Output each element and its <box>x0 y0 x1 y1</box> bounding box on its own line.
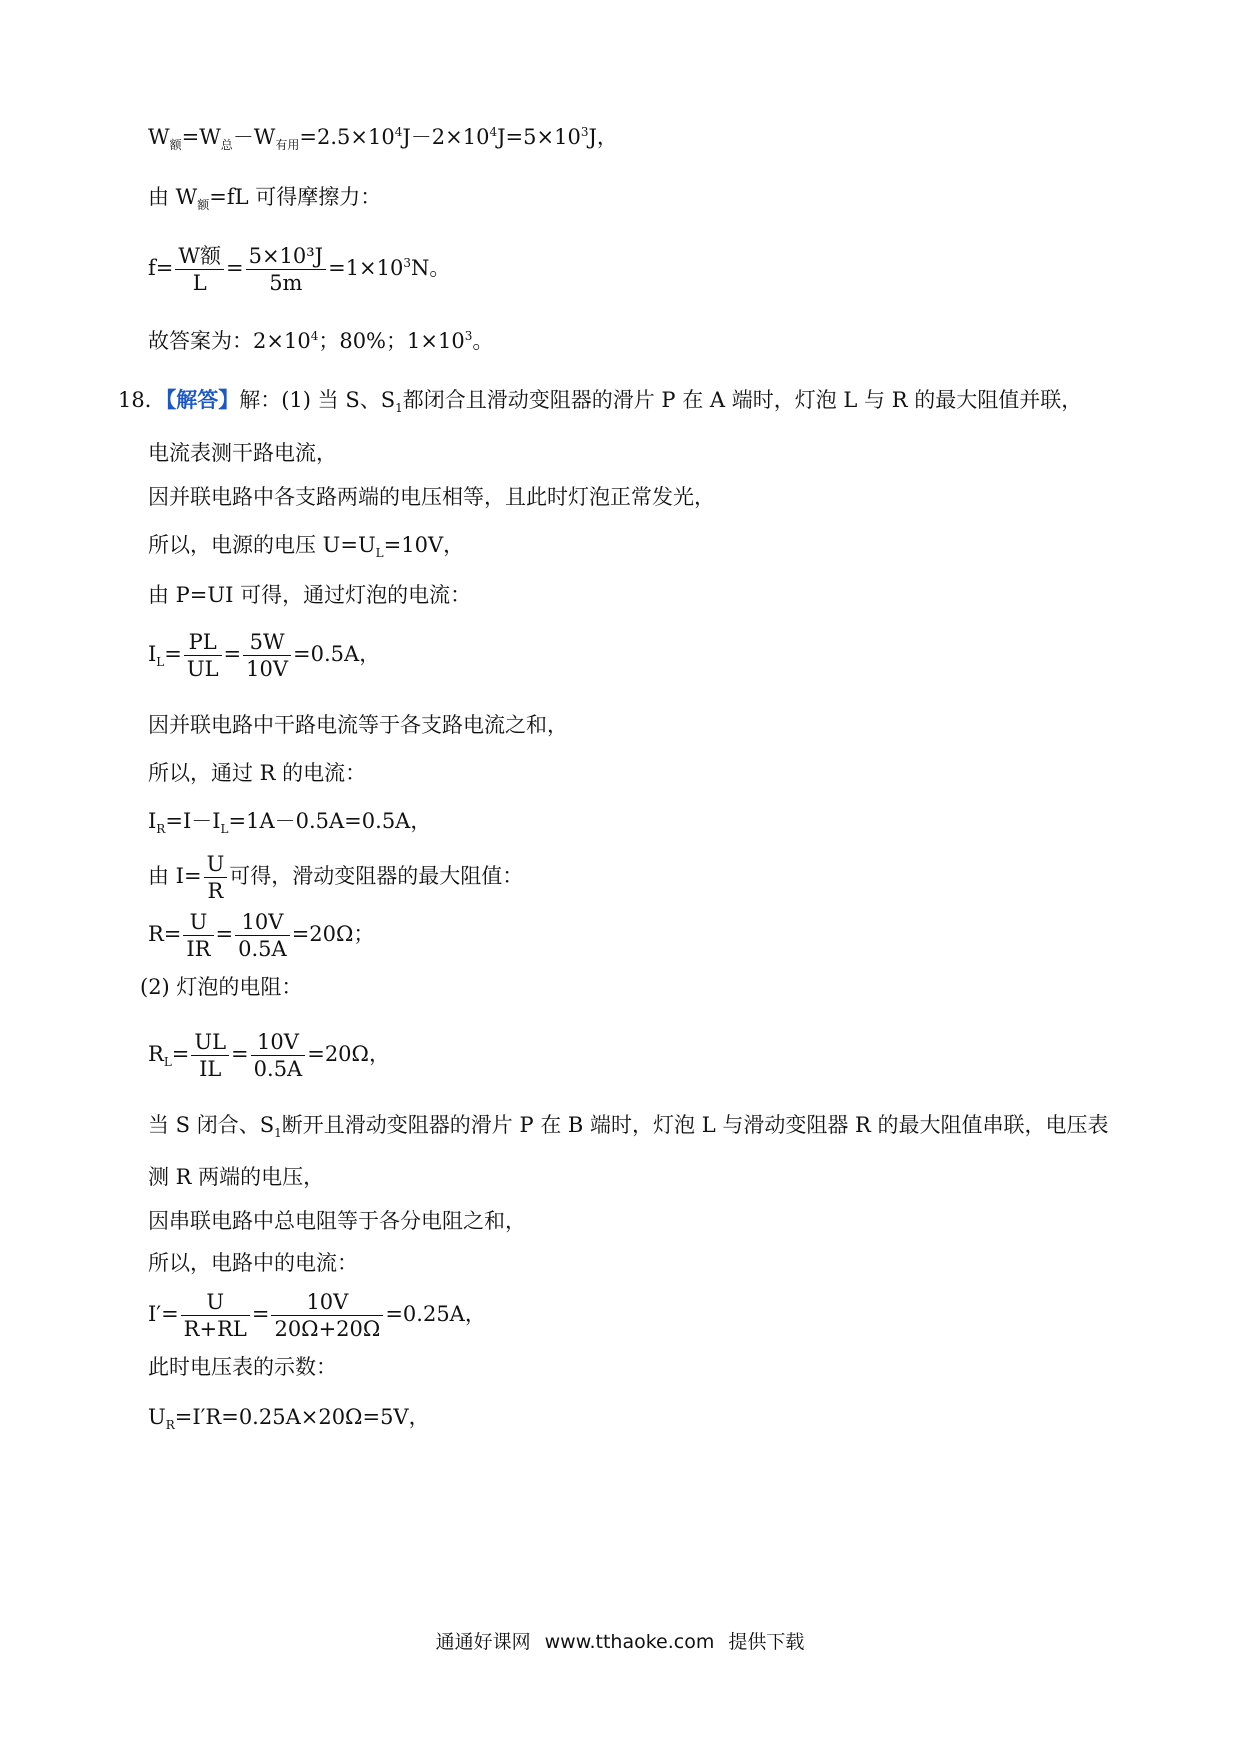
fraction: $\frac{10V}{20\Omega+20\Omega}$ <box>271 1290 383 1341</box>
formula-lamp-current: $I_L=$ $\frac{PL}{UL}$ = $\frac{5W}{10V}$ =0.5A， <box>148 630 381 681</box>
text-answer-summary: 故答案为：$2\times 10^4$；80%；$1\times 10^3$。 <box>148 329 494 353</box>
text-line: 所以，通过 R 的电流： <box>148 761 367 785</box>
text-max-resistance-intro: 由 I= $\frac{U}{R}$ 可得，滑动变阻器的最大阻值： <box>148 852 524 903</box>
text-line: 因并联电路中各支路两端的电压相等，且此时灯泡正常发光， <box>148 485 715 509</box>
formula-series-current: I′= $\frac{U}{R+RL}$ = $\frac{10V}{20\Omega+20\Omega}$ =0.25A， <box>148 1290 486 1341</box>
formula-extra-work: $W_额=W_总-W_{有用}=2.5\times 10^4J-2\times 10^4J=5\times 10^3J$， <box>148 125 618 153</box>
formula-r-current: $I_R=I-I_L=1A-0.5A=0.5A$， <box>148 809 432 837</box>
text-voltage: 所以，电源的电压 $U=U_L=10V$， <box>148 533 465 561</box>
answer-tag: 【解答】 <box>165 387 240 412</box>
text-line: 电流表测干路电流， <box>148 441 337 465</box>
fraction: $\frac{10V}{0.5A}$ <box>235 910 290 961</box>
formula-voltmeter: $U_R=I'R=0.25A\times 20\Omega=5V$， <box>148 1405 430 1433</box>
fraction: $\frac{\text{5×10³J}}{5m}$ <box>246 244 327 295</box>
formula-max-resistance: R= $\frac{U}{IR}$ = $\frac{10V}{0.5A}$ =20Ω； <box>148 910 375 961</box>
fraction: $\frac{U}{R}$ <box>204 852 228 903</box>
fraction: $\frac{U}{IR}$ <box>183 910 213 961</box>
fraction: $\frac{PL}{UL}$ <box>184 630 222 681</box>
formula-lamp-resistance: $R_L=$ $\frac{UL}{IL}$ = $\frac{10V}{0.5A}$ =20Ω， <box>148 1030 390 1081</box>
fraction: $\frac{U}{R+RL}$ <box>181 1290 250 1341</box>
text-line: 因并联电路中干路电流等于各支路电流之和， <box>148 713 568 737</box>
text-line: 测 R 两端的电压， <box>148 1165 325 1189</box>
fraction: $\frac{\text{W额}}{L}$ <box>175 244 224 295</box>
question-18-heading: 18．【解答】解：(1) 当 S、$S_1$都闭合且滑动变阻器的滑片 P 在 A 端时，灯泡 L 与 R 的最大阻值并联， <box>118 387 1083 416</box>
text-line: 因串联电路中总电阻等于各分电阻之和， <box>148 1209 526 1233</box>
page-footer: 通通好课网 www.tthaoke.com 提供下载 <box>435 1631 805 1653</box>
text-series-case: 当 S 闭合、$S_1$断开且滑动变阻器的滑片 P 在 B 端时，灯泡 L 与滑动变阻器 R 的最大阻值串联，电压表 <box>148 1113 1109 1141</box>
text-friction-intro: 由 $W_额=fL$ 可得摩擦力： <box>148 185 382 213</box>
fraction: $\frac{UL}{IL}$ <box>191 1030 229 1081</box>
text-line: 由 P=UI 可得，通过灯泡的电流： <box>148 583 472 607</box>
text-line: 所以，电路中的电流： <box>148 1251 358 1275</box>
footer-link[interactable]: www.tthaoke.com <box>544 1631 715 1653</box>
fraction: $\frac{5W}{10V}$ <box>243 630 291 681</box>
text-line: 此时电压表的示数： <box>148 1355 337 1379</box>
text-line: (2) 灯泡的电阻： <box>140 975 303 999</box>
formula-friction: f= $\frac{\text{W额}}{L}$ = $\frac{\text{5×10³J}}{5m}$ $=1\times 10^3N$。 <box>148 244 451 295</box>
fraction: $\frac{10V}{0.5A}$ <box>251 1030 306 1081</box>
